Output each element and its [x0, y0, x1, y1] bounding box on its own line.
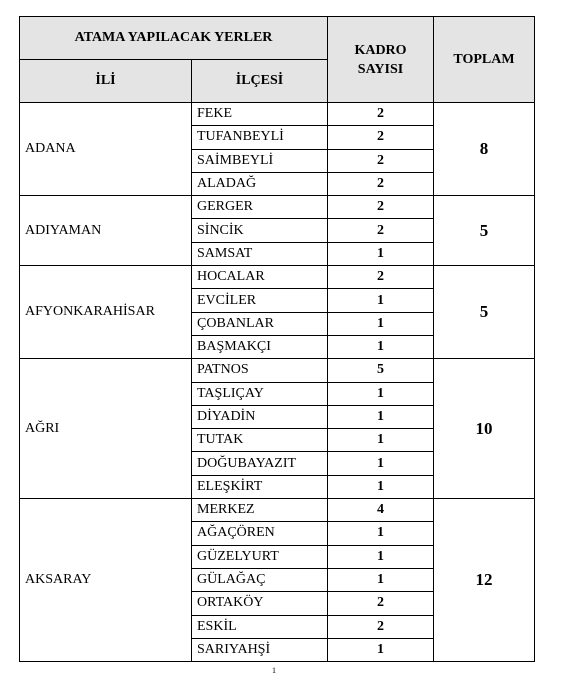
- header-toplam: TOPLAM: [434, 17, 535, 103]
- kadro-cell: 5: [328, 359, 434, 382]
- table-row: [20, 196, 535, 219]
- kadro-cell: 1: [328, 312, 434, 335]
- ilce-cell: TAŞLIÇAY: [192, 382, 328, 405]
- kadro-cell: 2: [328, 196, 434, 219]
- table-row: [20, 359, 535, 382]
- kadro-cell: 2: [328, 266, 434, 289]
- kadro-cell: 1: [328, 405, 434, 428]
- kadro-cell: 4: [328, 499, 434, 522]
- kadro-cell: 2: [328, 172, 434, 195]
- ilce-cell: ELEŞKİRT: [192, 475, 328, 498]
- ilce-cell: ESKİL: [192, 615, 328, 638]
- kadro-cell: 1: [328, 638, 434, 661]
- kadro-cell: 2: [328, 592, 434, 615]
- table-row: [20, 499, 535, 522]
- kadro-cell: 1: [328, 545, 434, 568]
- kadro-cell: 1: [328, 289, 434, 312]
- ilce-cell: TUFANBEYLİ: [192, 126, 328, 149]
- il-cell: AFYONKARAHİSAR: [20, 266, 192, 359]
- kadro-cell: 1: [328, 568, 434, 591]
- ilce-cell: ORTAKÖY: [192, 592, 328, 615]
- ilce-cell: EVCİLER: [192, 289, 328, 312]
- kadro-cell: 1: [328, 382, 434, 405]
- kadro-cell: 2: [328, 219, 434, 242]
- kadro-cell: 1: [328, 429, 434, 452]
- ilce-cell: GERGER: [192, 196, 328, 219]
- toplam-cell: 5: [434, 266, 535, 359]
- ilce-cell: TUTAK: [192, 429, 328, 452]
- toplam-cell: 10: [434, 359, 535, 499]
- ilce-cell: SAİMBEYLİ: [192, 149, 328, 172]
- header-atama-yapilacak-yerler: ATAMA YAPILACAK YERLER: [20, 17, 328, 60]
- ilce-cell: SAMSAT: [192, 242, 328, 265]
- ilce-cell: SİNCİK: [192, 219, 328, 242]
- kadro-cell: 1: [328, 475, 434, 498]
- toplam-cell: 12: [434, 499, 535, 662]
- kadro-cell: 1: [328, 242, 434, 265]
- ilce-cell: GÜLAĞAÇ: [192, 568, 328, 591]
- toplam-cell: 8: [434, 103, 535, 196]
- il-cell: AĞRI: [20, 359, 192, 499]
- ilce-cell: ALADAĞ: [192, 172, 328, 195]
- table-row: [20, 103, 535, 126]
- kadro-cell: 2: [328, 615, 434, 638]
- ilce-cell: PATNOS: [192, 359, 328, 382]
- ilce-cell: DİYADİN: [192, 405, 328, 428]
- ilce-cell: AĞAÇÖREN: [192, 522, 328, 545]
- ilce-cell: SARIYAHŞİ: [192, 638, 328, 661]
- il-cell: ADANA: [20, 103, 192, 196]
- header-ili: İLİ: [20, 60, 192, 103]
- ilce-cell: HOCALAR: [192, 266, 328, 289]
- page-mark: 1: [272, 666, 276, 675]
- kadro-cell: 2: [328, 126, 434, 149]
- il-cell: ADIYAMAN: [20, 196, 192, 266]
- assignment-table: [19, 16, 535, 662]
- toplam-cell: 5: [434, 196, 535, 266]
- kadro-cell: 1: [328, 335, 434, 358]
- kadro-cell: 2: [328, 103, 434, 126]
- header-ilcesi: İLÇESİ: [192, 60, 328, 103]
- kadro-cell: 1: [328, 522, 434, 545]
- ilce-cell: MERKEZ: [192, 499, 328, 522]
- ilce-cell: BAŞMAKÇI: [192, 335, 328, 358]
- ilce-cell: GÜZELYURT: [192, 545, 328, 568]
- ilce-cell: FEKE: [192, 103, 328, 126]
- il-cell: AKSARAY: [20, 499, 192, 662]
- header-kadro-sayisi: KADRO SAYISI: [328, 17, 434, 103]
- kadro-cell: 2: [328, 149, 434, 172]
- table-body: [20, 103, 535, 662]
- ilce-cell: DOĞUBAYAZIT: [192, 452, 328, 475]
- ilce-cell: ÇOBANLAR: [192, 312, 328, 335]
- kadro-cell: 1: [328, 452, 434, 475]
- table-row: [20, 266, 535, 289]
